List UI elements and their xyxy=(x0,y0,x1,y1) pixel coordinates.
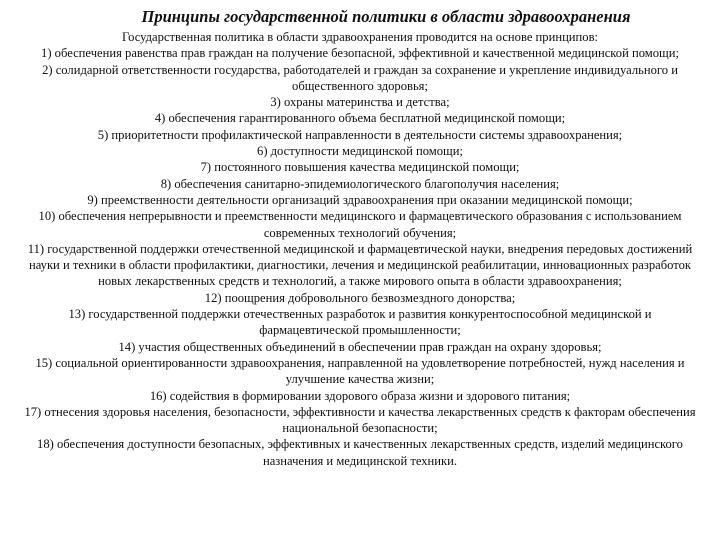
principle-10: 10) обеспечения непрерывности и преемственности медицинского и фармацевтического образования с использованием современных технологий обучения; xyxy=(38,209,682,240)
principle-15: 15) социальной ориентированности здравоохранения, направленной на удовлетворение потребностей, нужд населения и улучшение качества жизни; xyxy=(35,355,685,387)
principle-12: 12) поощрения добровольного безвозмездного донорства; xyxy=(204,290,516,305)
principles-body xyxy=(18,29,702,469)
principle-7: 7) постоянного повышения качества медицинской помощи; xyxy=(200,160,520,175)
principle-9: 9) преемственности деятельности организаций здравоохранения при оказании медицинской помощи; xyxy=(87,192,633,207)
principle-14: 14) участия общественных объединений в обеспечении прав граждан на охрану здоровья; xyxy=(118,339,602,354)
principle-4: 4) обеспечения гарантированного объема бесплатной медицинской помощи; xyxy=(154,111,566,126)
principle-17: 17) отнесения здоровья населения, безопасности, эффективности и качества лекарственных средств к факторам обеспечения национальной безопасности; xyxy=(24,404,696,436)
principle-6: 6) доступности медицинской помощи; xyxy=(257,144,463,159)
principle-8: 8) обеспечения санитарно-эпидемиологического благополучия населения; xyxy=(160,176,560,191)
principle-11: 11) государственной поддержки отечественной медицинской и фармацевтической науки, внедрения передовых достижений науки и техники в области профилактики, диагностики, лечения и медицинской реабилитации, инновационных разработок новых лекарственных средств и технологий, а также мирового опыта в области здравоохранения; xyxy=(27,241,693,289)
principle-13: 13) государственной поддержки отечественных разработок и развития конкурентоспособной медицинской и фармацевтической промышленности; xyxy=(68,307,652,338)
principle-3: 3) охраны материнства и детства; xyxy=(270,95,450,110)
principle-18: 18) обеспечения доступности безопасных, эффективных и качественных лекарственных средств, изделий медицинского назначения и медицинской техники. xyxy=(37,437,683,468)
principle-2: 2) солидарной ответственности государства, работодателей и граждан за сохранение и укрепление индивидуального и общественного здоровья; xyxy=(42,62,678,93)
principle-16: 16) содействия в формировании здорового образа жизни и здорового питания; xyxy=(149,388,571,403)
principle-1: 1) обеспечения равенства прав граждан на получение безопасной, эффективной и качественной медицинской помощи; xyxy=(41,46,679,61)
slide-title: Принципы государственной политики в области здравоохранения xyxy=(141,7,631,26)
principle-5: 5) приоритетности профилактической направленности в деятельности системы здравоохранения; xyxy=(97,127,623,142)
intro-text: Государственная политика в области здравоохранения проводится на основе принципов: xyxy=(121,30,599,44)
